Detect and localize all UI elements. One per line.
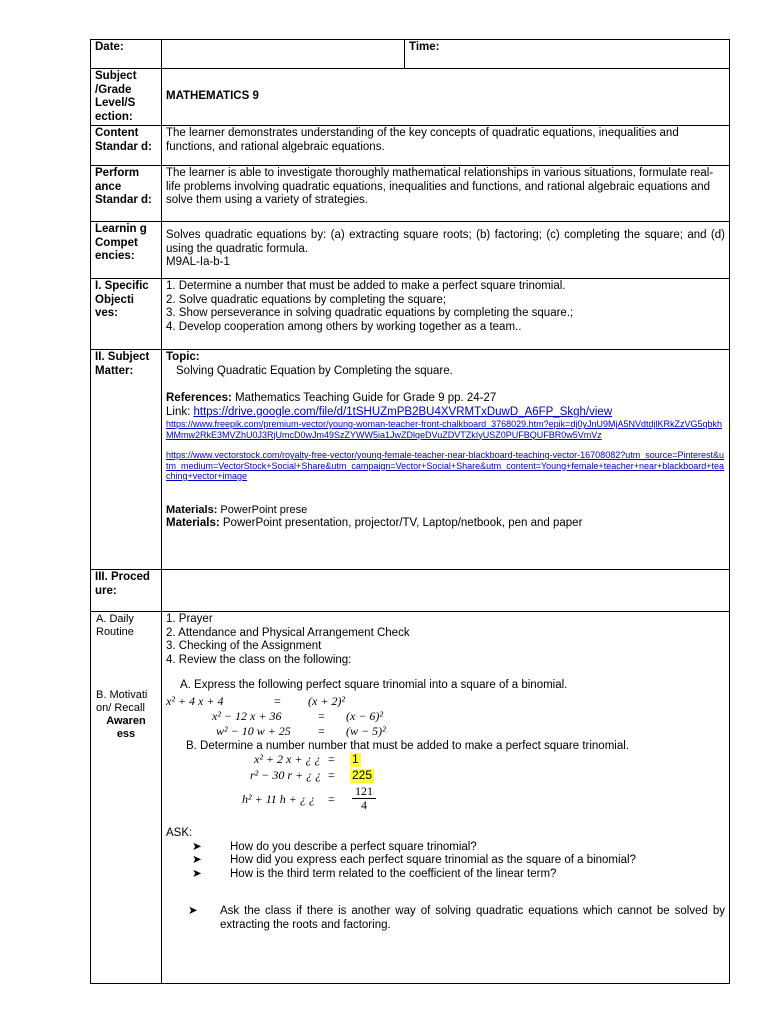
subject-value: MATHEMATICS 9 bbox=[162, 69, 730, 126]
routine-item: 1. Prayer bbox=[166, 613, 213, 625]
references-line bbox=[166, 392, 725, 406]
date-value-cell bbox=[162, 40, 405, 69]
equation-row: x² + 4 x + 4 = (x + 2)² bbox=[166, 693, 346, 708]
materials-partial-line bbox=[166, 504, 725, 518]
materials-label: Materials: bbox=[166, 517, 220, 529]
materials-line bbox=[166, 517, 725, 531]
materials-label: Materials: bbox=[166, 503, 218, 516]
time-label: Time: bbox=[405, 40, 730, 69]
answer-highlight: 1 bbox=[352, 752, 359, 766]
competency-code: M9AL-Ia-b-1 bbox=[166, 256, 230, 268]
performance-standard-text: The learner is able to investigate thoroughly mathematical relationships in various situations, formulate real-life problems involving quadratic equations, inequalities and functions, and rational algebraic equations and solve them using a variety of strategies. bbox=[162, 166, 730, 222]
references-label: References: bbox=[166, 392, 232, 404]
content-standard-text: The learner demonstrates understanding of the key concepts of quadratic equations, inequalities and functions, and rational algebraic equations. bbox=[162, 126, 730, 166]
arrowhead-bullet-icon: ➤ bbox=[192, 840, 202, 853]
procedure-content-cell bbox=[162, 612, 730, 984]
final-question: ➤ Ask the class if there is another way of solving quadratic equations which cannot be solved by extracting the roots and factoring. bbox=[188, 905, 725, 931]
equation-row: x² − 12 x + 36 = (x − 6)² bbox=[212, 708, 384, 723]
ask-item: ➤ How do you describe a perfect square trinomial? bbox=[192, 840, 477, 853]
drive-link[interactable]: https://drive.google.com/file/d/1tSHUZmPB2BU4XVRMTxDuwD_A6FP_Skgh/view bbox=[193, 405, 613, 418]
ask-item: ➤ How did you express each perfect square trinomial as the square of a binomial? bbox=[192, 854, 636, 866]
part-b-equations bbox=[166, 753, 725, 819]
content-standard-label: Content Standar d: bbox=[91, 126, 162, 166]
arrowhead-bullet-icon: ➤ bbox=[192, 854, 202, 866]
learning-competencies-cell bbox=[162, 222, 730, 279]
subject-matter-cell bbox=[162, 350, 730, 570]
daily-routine-label: A. Daily Routine bbox=[96, 613, 134, 638]
part-a-instruction: A. Express the following perfect square trinomial into a square of a binomial. bbox=[180, 679, 568, 691]
materials-text: PowerPoint presentation, projector/TV, Laptop/netbook, pen and paper bbox=[222, 517, 583, 529]
routine-item: 4. Review the class on the following: bbox=[166, 653, 352, 666]
subject-matter-label: II. Subject Matter: bbox=[91, 350, 162, 570]
routine-item: 2. Attendance and Physical Arrangement Check bbox=[166, 626, 410, 639]
objective-item: 4. Develop cooperation among others by working together as a team.. bbox=[166, 320, 522, 333]
part-b-instruction: B. Determine a number number that must be added to make a perfect square trinomial. bbox=[186, 739, 629, 752]
awareness-label: Awaren ess bbox=[106, 715, 146, 740]
vectorstock-link[interactable]: https://www.vectorstock.com/royalty-free-vector/young-female-teacher-near-blackboard-teaching-vector-16708082?utm_source=Pinterest&utm_medium=VectorStock+Social+Share&utm_campaign=Vector+Social+Share&utm_content=Young+female+teacher+near+blackboard+teaching+vector+image bbox=[166, 450, 725, 481]
equation-row: r² − 30 r + ¿ ¿ = 225 bbox=[250, 768, 373, 782]
learning-competencies-label: Learnin g Compet encies: bbox=[91, 222, 162, 279]
part-a-equations bbox=[166, 695, 725, 740]
objective-item: 2. Solve quadratic equations by completing the square; bbox=[166, 293, 447, 306]
references-text: Mathematics Teaching Guide for Grade 9 pp. 24-27 bbox=[235, 392, 497, 404]
equation-row: x² + 2 x + ¿ ¿ = 1 bbox=[254, 752, 359, 766]
fraction: $\frac{121}{4}$ bbox=[352, 785, 376, 812]
equation-row: h² + 11 h + ¿ ¿ = $\frac{121}{4}$ bbox=[166, 785, 725, 819]
subject-label: Subject /Grade Level/S ection: bbox=[91, 69, 162, 126]
answer-highlight: 225 bbox=[352, 768, 373, 782]
motivation-label: B. Motivati on/ Recall bbox=[96, 689, 148, 714]
objective-item: 3. Show perseverance in solving quadratic equations by completing the square.; bbox=[166, 307, 574, 319]
objective-item: 1. Determine a number that must be added to make a perfect square trinomial. bbox=[166, 280, 566, 292]
arrowhead-bullet-icon: ➤ bbox=[188, 905, 198, 917]
date-label: Date: bbox=[91, 40, 162, 69]
routine-item: 3. Checking of the Assignment bbox=[166, 640, 322, 652]
learning-competencies-text: Solves quadratic equations by: (a) extracting square roots; (b) factoring; (c) completing the square; and (d) using the quadratic formula. bbox=[166, 229, 725, 255]
link-label: Link: bbox=[166, 405, 191, 418]
procedure-steps-labels bbox=[91, 612, 162, 984]
equation-row: w² − 10 w + 25 = (w − 5)² bbox=[216, 723, 386, 738]
ask-item: ➤ How is the third term related to the coefficient of the linear term? bbox=[192, 867, 557, 880]
ask-label: ASK: bbox=[166, 827, 193, 839]
arrowhead-bullet-icon: ➤ bbox=[192, 867, 202, 880]
materials-partial: PowerPoint prese bbox=[220, 503, 308, 516]
objectives-label: I. Specific Objecti ves: bbox=[91, 279, 162, 350]
freepik-link[interactable]: https://www.freepik.com/premium-vector/young-woman-teacher-front-chalkboard_3768029.htm?epik=dj0yJnU9MjA5NVdtdjlKRkZzVG5qbkhMMmw2RkE3MVZhU0J3RjUmcD0wJm49SzZYWW5ia1JwZDlqeDVuZDVTZkIyUSZ0PUFBQUFBR0w5VmVz bbox=[166, 419, 723, 440]
objectives-cell bbox=[162, 279, 730, 350]
topic-label: Topic: bbox=[166, 351, 200, 363]
performance-standard-label: Perform ance Standar d: bbox=[91, 166, 162, 222]
topic-text: Solving Quadratic Equation by Completing the square. bbox=[176, 364, 453, 377]
procedure-header-cell bbox=[162, 570, 730, 612]
procedure-label: III. Proced ure: bbox=[91, 570, 162, 612]
lesson-plan-table bbox=[90, 39, 730, 984]
link-line bbox=[166, 406, 725, 420]
